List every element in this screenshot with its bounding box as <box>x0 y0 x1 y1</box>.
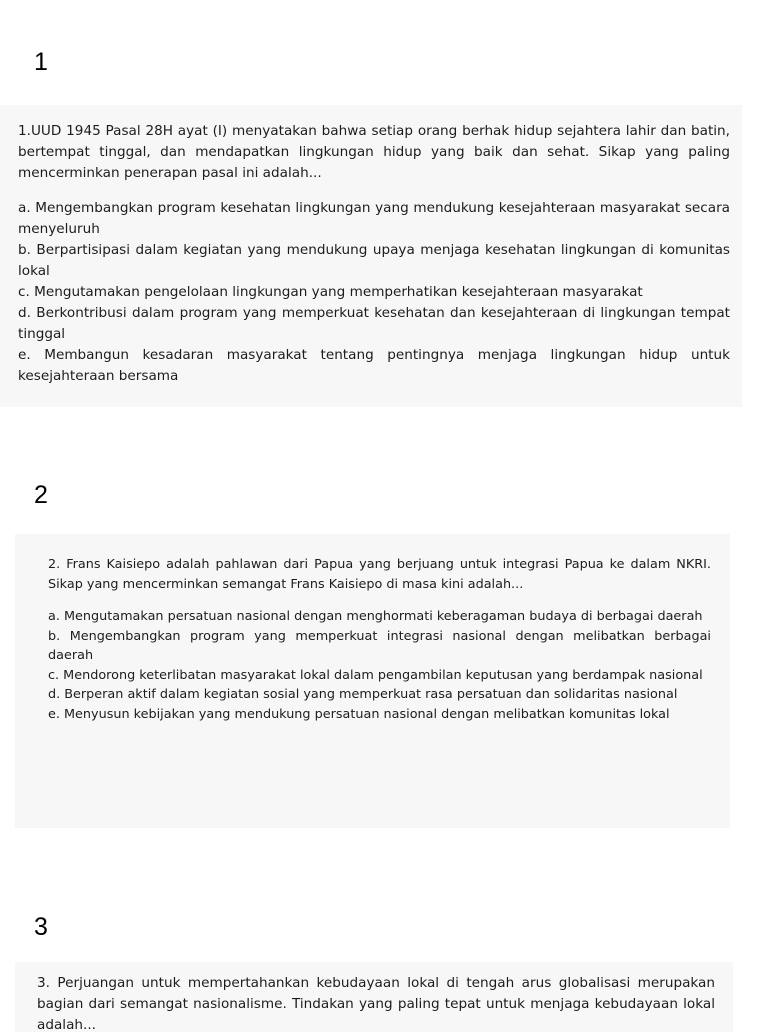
option-b: b. Berpartisipasi dalam kegiatan yang mendukung upaya menjaga kesehatan lingkungan di komunitas lokal <box>18 241 730 279</box>
question-text: 2. Frans Kaisiepo adalah pahlawan dari Papua yang berjuang untuk integrasi Papua ke dalam NKRI. Sikap yang mencerminkan semangat Frans Kaisiepo di masa kini adalah... <box>48 557 711 592</box>
question-text: 3. Perjuangan untuk mempertahankan kebudayaan lokal di tengah arus globalisasi merupakan bagian dari semangat nasionalisme. Tindakan yang paling tepat untuk menjaga kebudayaan lokal adalah... <box>37 975 715 1033</box>
option-c: c. Mendorong keterlibatan masyarakat lokal dalam pengambilan keputusan yang berdampak nasional <box>48 667 703 683</box>
option-a: a. Mengembangkan program kesehatan lingkungan yang mendukung kesejahteraan masyarakat secara menyeluruh <box>18 199 730 237</box>
question-text: 1.UUD 1945 Pasal 28H ayat (I) menyatakan bahwa setiap orang berhak hidup sejahtera lahir dan batin, bertempat tinggal, dan mendapatkan lingkungan hidup yang baik dan sehat. Sikap yang paling mencerminkan penerapan pasal ini adalah... <box>18 123 730 181</box>
option-e: e. Membangun kesadaran masyarakat tentang pentingnya menjaga lingkungan hidup untuk kesejahteraan bersama <box>18 346 730 384</box>
option-a: a. Mengutamakan persatuan nasional dengan menghormati keberagaman budaya di berbagai daerah <box>48 608 703 624</box>
question-card-2 <box>15 534 730 828</box>
option-d: d. Berkontribusi dalam program yang memperkuat kesehatan dan kesejahteraan di lingkungan tempat tinggal <box>18 304 730 342</box>
question-number-1: 1 <box>34 48 48 76</box>
question-card-1 <box>0 105 742 407</box>
option-e: e. Menyusun kebijakan yang mendukung persatuan nasional dengan melibatkan komunitas lokal <box>48 706 670 722</box>
option-b: b. Mengembangkan program yang memperkuat integrasi nasional dengan melibatkan berbagai daerah <box>48 628 711 664</box>
option-d: d. Berperan aktif dalam kegiatan sosial yang memperkuat rasa persatuan dan solidaritas nasional <box>48 687 678 703</box>
question-number-3: 3 <box>34 913 48 941</box>
question-number-2: 2 <box>34 481 48 509</box>
option-c: c. Mengutamakan pengelolaan lingkungan yang memperhatikan kesejahteraan masyarakat <box>18 283 643 300</box>
question-card-3 <box>15 962 733 1032</box>
